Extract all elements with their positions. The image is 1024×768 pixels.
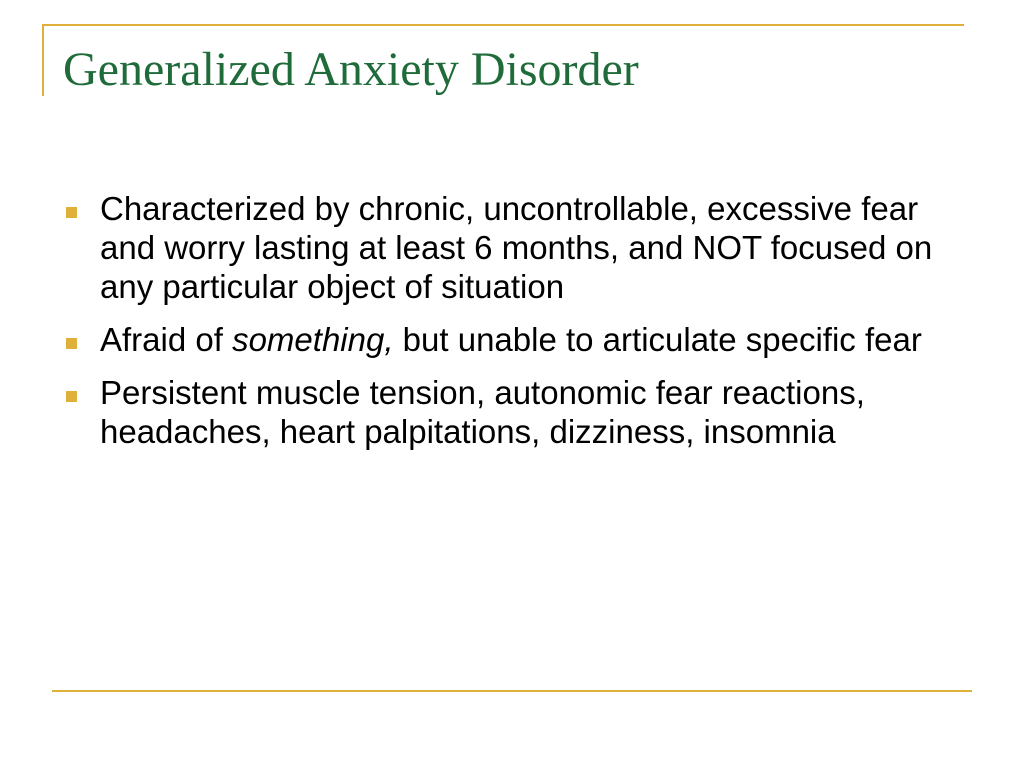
bullet-text-after-emphasis: but unable to articulate specific fear — [393, 321, 922, 359]
square-bullet-icon — [66, 391, 77, 402]
bullet-text: Persistent muscle tension, autonomic fear reactions, headaches, heart palpitations, dizziness, insomnia — [100, 374, 865, 451]
square-bullet-icon — [66, 207, 77, 218]
bullet-item-chronic-worry — [66, 189, 956, 306]
bullet-item-unspecified-fear — [66, 320, 956, 359]
bottom-rule — [52, 690, 972, 692]
bullet-text-before-emphasis: Afraid of — [100, 321, 233, 359]
top-rule — [42, 24, 964, 26]
left-rule — [42, 24, 44, 96]
bullet-list — [66, 189, 956, 466]
slide-title: Generalized Anxiety Disorder — [63, 43, 639, 96]
emphasized-text: something, — [232, 321, 394, 359]
bullet-text: Characterized by chronic, uncontrollable, excessive fear and worry lasting at least 6 months, and NOT focused on any particular object of situation — [100, 190, 933, 306]
bullet-item-physical-symptoms — [66, 373, 956, 451]
square-bullet-icon — [66, 338, 77, 349]
